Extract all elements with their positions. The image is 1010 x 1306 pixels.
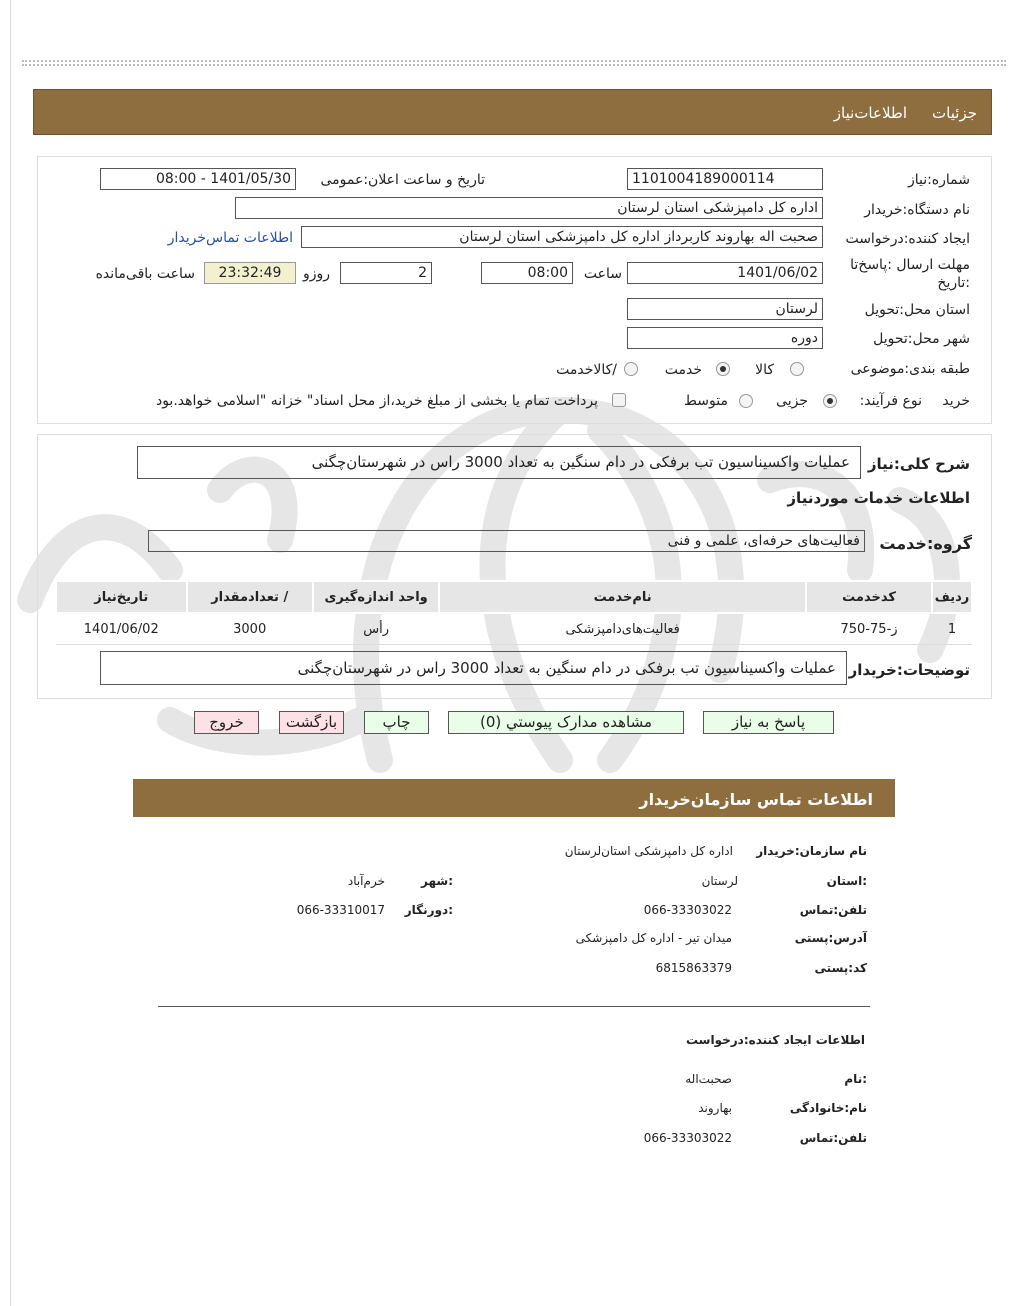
time-label: ساعت — [583, 266, 622, 282]
category-option-goods: کالا — [755, 362, 774, 378]
creator-phone-label: تلفن:تماس — [799, 1131, 867, 1145]
cell-row: 1 — [932, 613, 972, 645]
process-label: نوع فرآیند: — [859, 393, 922, 409]
deadline-date-field: 1401/06/02 — [627, 262, 823, 284]
contact-section-title: اطلاعات تماس سازمان‌خریدار — [639, 790, 873, 809]
remaining-label: ساعت باقی‌مانده — [95, 266, 195, 282]
days-field: 2 — [340, 262, 432, 284]
services-table — [55, 580, 973, 645]
days-label: روزو — [302, 266, 330, 282]
section-divider — [158, 1006, 870, 1007]
exit-button[interactable]: خروج — [194, 711, 259, 734]
buyer-contact-link[interactable]: اطلاعات تماس‌خریدار — [167, 230, 293, 246]
header-bar — [33, 89, 992, 135]
reply-button[interactable]: پاسخ به نیاز — [703, 711, 834, 734]
requester-field: صحبت اله بهاروند کاربرداز اداره کل دامپزشکی استان لرستان — [301, 226, 823, 248]
buyer-org-label: نام دستگاه:خریدار — [864, 202, 970, 218]
deadline-time-field: 08:00 — [481, 262, 573, 284]
contact-org-label: نام سازمان:خریدار — [756, 844, 867, 858]
category-radio-goods-service[interactable] — [624, 362, 638, 376]
description-field: عملیات واکسیناسیون تب برفکی در دام سنگین به تعداد 3000 راس در شهرستان‌چگنی — [137, 446, 861, 479]
col-row: ردیف — [932, 581, 972, 613]
left-frame-line — [10, 0, 11, 1306]
process-option-minor: جزیی — [776, 393, 808, 409]
contact-phone-label: تلفن:تماس — [799, 903, 867, 917]
category-option-service: خدمت — [664, 362, 702, 378]
deadline-label-date: :تاریخ — [937, 275, 970, 291]
city-label: شهر محل:تحویل — [873, 331, 970, 347]
cell-unit: رأس — [313, 613, 439, 645]
col-quantity: / تعدادمقدار — [187, 581, 313, 613]
category-radio-goods[interactable] — [790, 362, 804, 376]
cell-service-code: ز-75-750 — [806, 613, 932, 645]
buyer-notes-field: عملیات واکسیناسیون تب برفکی در دام سنگین به تعداد 3000 راس در شهرستان‌چگنی — [100, 651, 847, 685]
requester-label: ایجاد کننده:درخواست — [845, 231, 970, 247]
services-title: اطلاعات خدمات موردنیاز — [787, 489, 970, 507]
buyer-notes-label: توضیحات:خریدار — [848, 661, 970, 679]
creator-family-label: نام:خانوادگی — [789, 1101, 867, 1115]
need-number-label: شماره:نیاز — [907, 172, 970, 188]
contact-fax-label: :دورنگار — [404, 903, 453, 917]
remaining-time-badge: 23:32:49 — [204, 262, 296, 284]
process-radio-minor[interactable] — [823, 394, 837, 408]
contact-province: لرستان — [701, 874, 738, 888]
category-option-goods-service: /کالاخدمت — [556, 362, 617, 378]
cell-quantity: 3000 — [187, 613, 313, 645]
description-label: شرح کلی:نیاز — [867, 455, 970, 473]
contact-fax: 066-33310017 — [296, 903, 385, 917]
category-radio-service[interactable] — [716, 362, 730, 376]
tab-details[interactable]: جزئیات — [932, 104, 977, 122]
province-field: لرستان — [627, 298, 823, 320]
print-button[interactable]: چاپ — [364, 711, 429, 734]
service-group-label: گروه:خدمت — [879, 534, 972, 553]
contact-city: خرم‌آباد — [347, 874, 385, 888]
contact-province-label: :استان — [826, 874, 867, 888]
dotted-divider — [22, 64, 1006, 66]
cell-service-name: فعالیت‌های‌دامپزشکی — [439, 613, 806, 645]
attachments-button[interactable]: مشاهده مدارک پیوستي (0) — [448, 711, 684, 734]
process-buy-label: خرید — [942, 393, 970, 409]
contact-section-header — [133, 779, 895, 817]
contact-phone: 066-33303022 — [643, 903, 732, 917]
contact-postal-label: کد:پستی — [814, 961, 867, 975]
back-button[interactable]: بازگشت — [279, 711, 344, 734]
deadline-label: مهلت ارسال :پاسخ‌تا — [850, 257, 970, 273]
province-label: استان محل:تحویل — [864, 302, 970, 318]
buyer-org-field: اداره کل دامپزشکی استان لرستان — [235, 197, 823, 219]
creator-family: بهاروند — [698, 1101, 732, 1115]
service-group-field: فعالیت‌های حرفه‌ای، علمی و فنی — [148, 530, 865, 552]
col-unit: واحد اندازه‌گیری — [313, 581, 439, 613]
category-label: طبقه بندی:موضوعی — [850, 361, 970, 377]
contact-address: میدان تیر - اداره کل دامپزشکی — [575, 931, 732, 945]
treasury-checkbox[interactable] — [612, 393, 626, 407]
col-need-date: تاریخ‌نیاز — [56, 581, 187, 613]
col-service-code: کدخدمت — [806, 581, 932, 613]
process-radio-medium[interactable] — [739, 394, 753, 408]
contact-address-label: آدرس:پستی — [794, 931, 867, 945]
creator-phone: 066-33303022 — [643, 1131, 732, 1145]
announce-date-field — [100, 168, 296, 190]
table-row — [56, 613, 972, 645]
cell-need-date: 1401/06/02 — [56, 613, 187, 645]
col-service-name: نام‌خدمت — [439, 581, 806, 613]
announce-date-value: 1401/05/30 - 08:00 — [155, 171, 291, 187]
creator-name-label: :نام — [844, 1072, 867, 1086]
creator-title: اطلاعات ایجاد کننده:درخواست — [685, 1033, 865, 1047]
process-option-medium: متوسط — [684, 393, 728, 409]
treasury-note: پرداخت تمام یا بخشی از مبلغ خرید،از محل اسناد" خزانه "اسلامی خواهد.بود — [155, 393, 598, 409]
contact-city-label: :شهر — [421, 874, 453, 888]
tab-need-info[interactable]: اطلاعات‌نیاز — [833, 104, 907, 122]
contact-org: اداره کل دامپزشکی استان‌لرستان — [564, 844, 733, 858]
city-field: دوره — [627, 327, 823, 349]
dotted-divider — [22, 60, 1006, 62]
announce-label: تاریخ و ساعت اعلان:عمومی — [320, 172, 485, 188]
need-number-field: 1101004189000114 — [627, 168, 823, 190]
creator-name: صحبت‌اله — [685, 1072, 732, 1086]
contact-postal: 6815863379 — [655, 961, 732, 975]
